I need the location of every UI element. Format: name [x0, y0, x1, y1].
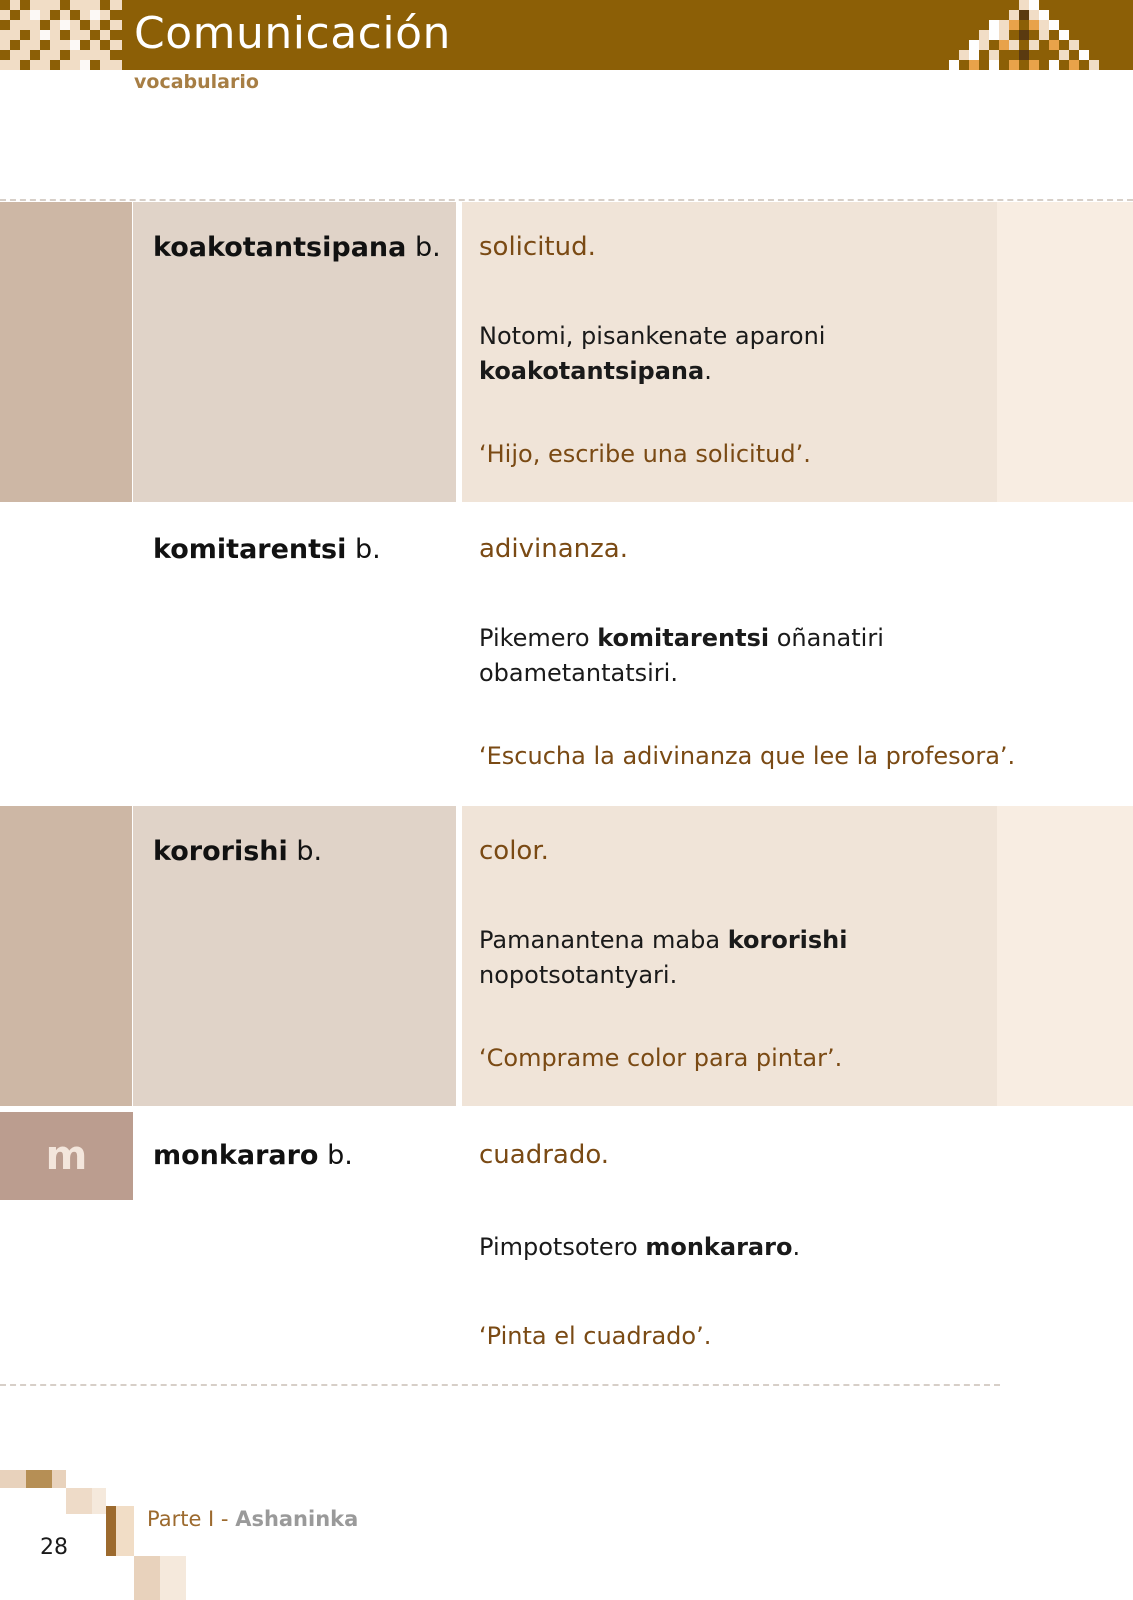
- part-of-speech: b.: [318, 1140, 353, 1171]
- translation: ‘Hijo, escribe una solicitud’.: [479, 440, 811, 468]
- headword-term: kororishi: [153, 836, 288, 867]
- meaning: cuadrado.: [479, 1140, 610, 1170]
- translation: ‘Escucha la adivinanza que lee la profesora’.: [479, 742, 1016, 770]
- letter-tab: m: [0, 1112, 133, 1200]
- example-text: nopotsotantyari.: [479, 961, 678, 989]
- headword: [153, 1140, 353, 1171]
- example-sentence: [479, 319, 989, 389]
- entry-band: [997, 202, 1133, 502]
- translation: ‘Comprame color para pintar’.: [479, 1044, 843, 1072]
- footer-pattern-icon: [0, 1470, 200, 1600]
- woven-pattern-icon: [0, 0, 122, 70]
- divider: [0, 1384, 1000, 1386]
- language-label: Ashaninka: [235, 1507, 359, 1531]
- translation: ‘Pinta el cuadrado’.: [479, 1322, 712, 1350]
- footer-label: [147, 1507, 358, 1531]
- example-text: Pamanantena maba: [479, 926, 728, 954]
- headword: [153, 836, 322, 867]
- vocabulary-entry: [0, 806, 1133, 1106]
- example-text: .: [704, 357, 712, 385]
- meaning: solicitud.: [479, 232, 596, 262]
- vocabulary-entry: [0, 1110, 1133, 1410]
- entry-band: [997, 806, 1133, 1106]
- section-subtitle: vocabulario: [134, 71, 259, 93]
- example-text: oñanatiri obametantatsiri.: [479, 624, 884, 687]
- example-keyword: monkararo: [645, 1233, 793, 1261]
- example-sentence: [479, 621, 989, 691]
- example-text: Pimpotsotero: [479, 1233, 646, 1261]
- vocabulary-entry: [0, 504, 1133, 804]
- entry-band: [0, 806, 132, 1106]
- example-keyword: kororishi: [727, 926, 848, 954]
- example-text: Notomi, pisankenate aparoni: [479, 322, 826, 350]
- headword: [153, 232, 441, 263]
- meaning: adivinanza.: [479, 534, 629, 564]
- example-sentence: [479, 1230, 989, 1265]
- headword-term: monkararo: [153, 1140, 319, 1171]
- part-of-speech: b.: [287, 836, 323, 867]
- meaning: color.: [479, 836, 549, 866]
- woven-pattern-icon: [949, 0, 1109, 70]
- example-text: .: [792, 1233, 801, 1261]
- page-number: 28: [40, 1535, 68, 1560]
- vocabulary-entry: [0, 202, 1133, 502]
- headword-term: komitarentsi: [153, 534, 347, 565]
- part-of-speech: b.: [346, 534, 381, 565]
- headword: [153, 534, 381, 565]
- part-label: Parte I -: [147, 1507, 236, 1531]
- example-keyword: komitarentsi: [597, 624, 770, 652]
- example-keyword: koakotantsipana: [479, 357, 705, 385]
- headword-term: koakotantsipana: [153, 232, 407, 263]
- divider: [0, 199, 1133, 201]
- part-of-speech: b.: [406, 232, 441, 263]
- page-title: Comunicación: [134, 8, 451, 59]
- example-sentence: [479, 923, 989, 993]
- example-text: Pikemero: [479, 624, 598, 652]
- entry-band: [0, 202, 132, 502]
